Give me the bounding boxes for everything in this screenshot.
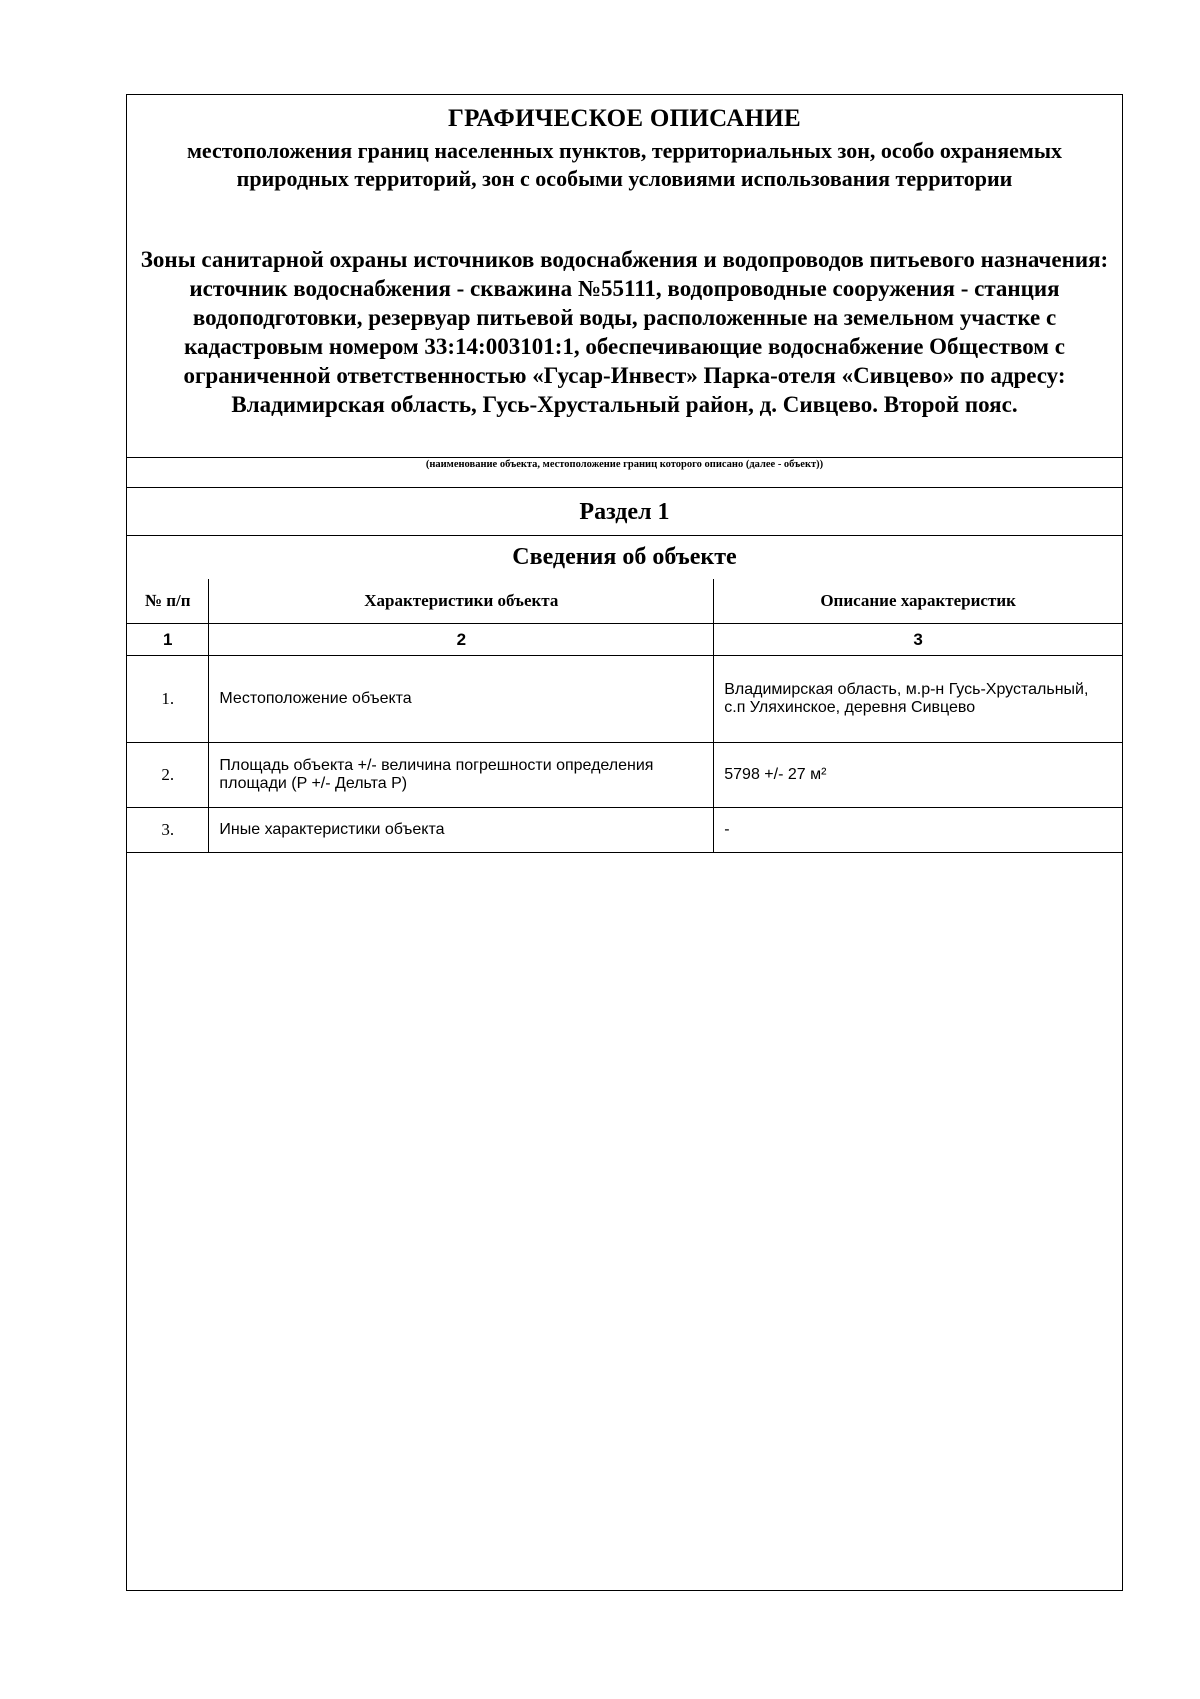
row-description: 5798 +/- 27 м² bbox=[714, 743, 1122, 808]
section-title: Раздел 1 bbox=[579, 499, 670, 525]
document-frame bbox=[126, 94, 1123, 1591]
table-row bbox=[127, 808, 1122, 853]
object-name: Зоны санитарной охраны источников водоснабжения и водопроводов питьевого назначения: источник водоснабжения - скважина №55111, водопроводные сооружения - станция водоподготовки, резервуар питьевой воды, расположенные на земельном участке с кадастровым номером 33:14:003101:1, обеспечивающие водоснабжение Обществом с ограниченной ответственностью «Гусар-Инвест» Парка-отеля «Сивцево» по адресу: Владимирская область, Гусь-Хрустальный район, д. Сивцево. Второй пояс. bbox=[140, 247, 1109, 417]
row-characteristic: Местоположение объекта bbox=[209, 656, 714, 743]
object-name-caption: (наименование объекта, местоположение границ которого описано (далее - объект)) bbox=[425, 459, 824, 470]
column-header-characteristic: Характеристики объекта bbox=[209, 579, 714, 624]
row-index: 1. bbox=[127, 656, 209, 743]
table-row bbox=[127, 656, 1122, 743]
document-subtitle: местоположения границ населенных пунктов, территориальных зон, особо охраняемых природных территорий, зон с особыми условиями использования территории bbox=[186, 138, 1063, 191]
divider bbox=[127, 487, 1122, 488]
row-index: 2. bbox=[127, 743, 209, 808]
object-info-table bbox=[127, 579, 1122, 853]
column-header-description: Описание характеристик bbox=[714, 579, 1122, 624]
column-header-index: № п/п bbox=[127, 579, 209, 624]
column-number: 1 bbox=[127, 624, 209, 656]
column-number-row bbox=[127, 624, 1122, 656]
section-subtitle: Сведения об объекте bbox=[512, 544, 737, 570]
table-header-row bbox=[127, 579, 1122, 624]
table-row bbox=[127, 743, 1122, 808]
row-characteristic: Площадь объекта +/- величина погрешности определения площади (P +/- Дельта P) bbox=[209, 743, 714, 808]
row-characteristic: Иные характеристики объекта bbox=[209, 808, 714, 853]
column-number: 3 bbox=[714, 624, 1122, 656]
divider bbox=[127, 457, 1122, 458]
document-title: ГРАФИЧЕСКОЕ ОПИСАНИЕ bbox=[447, 105, 802, 132]
column-number: 2 bbox=[209, 624, 714, 656]
row-description: - bbox=[714, 808, 1122, 853]
row-index: 3. bbox=[127, 808, 209, 853]
row-description: Владимирская область, м.р-н Гусь-Хрустальный, с.п Уляхинское, деревня Сивцево bbox=[714, 656, 1122, 743]
divider bbox=[127, 535, 1122, 536]
